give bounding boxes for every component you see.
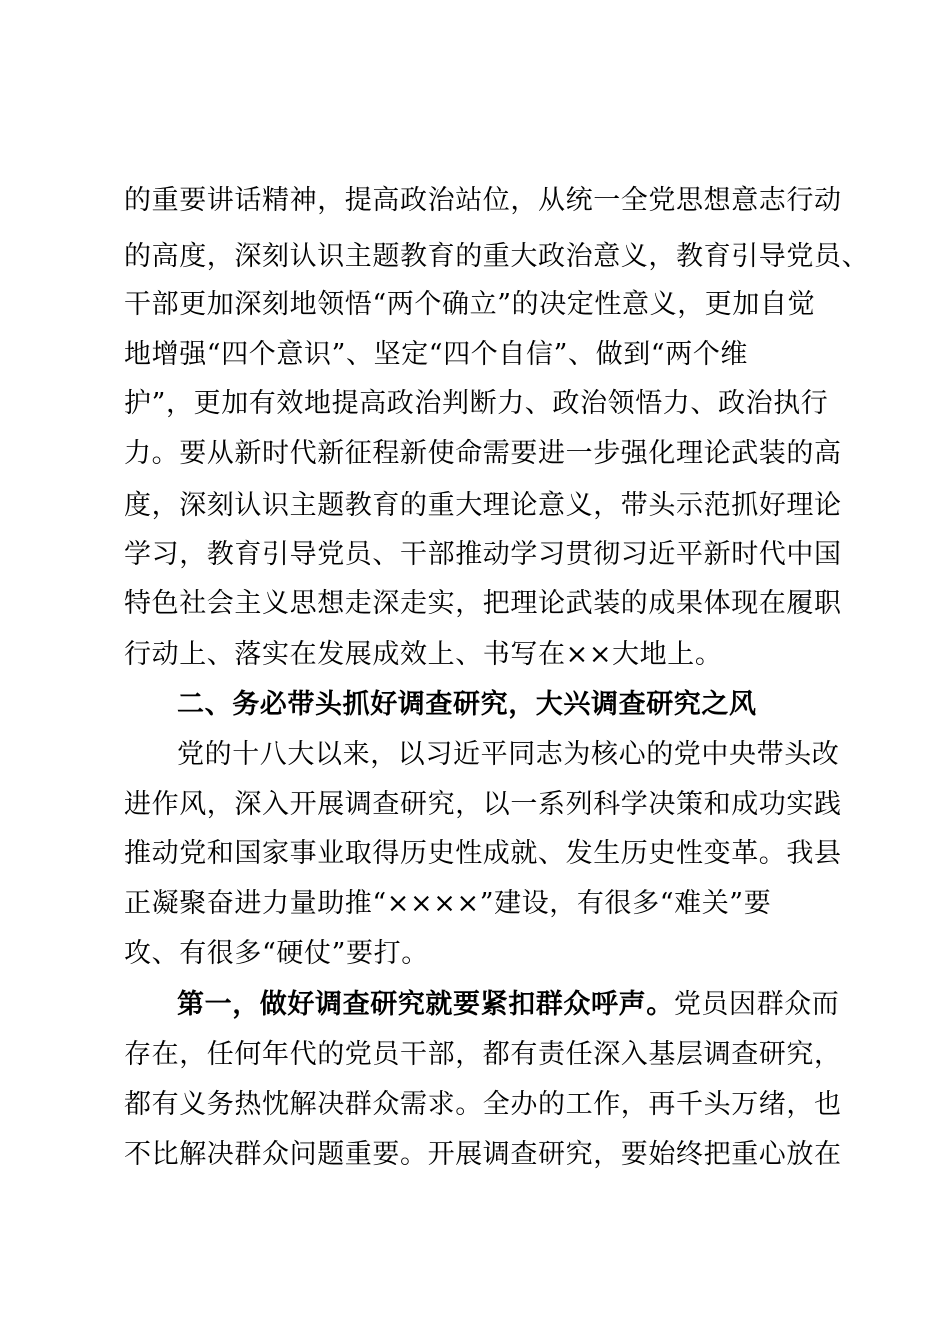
section-paragraph-line: 攻、有很多“硬仗”要打。	[124, 938, 429, 969]
section-paragraph-line: 正凝聚奋进力量助推“××××”建设，有很多“难关”要	[124, 888, 772, 919]
paragraph-line: 干部更加深刻地领悟“两个确立”的决定性意义，更加自觉	[124, 289, 816, 320]
paragraph-line: 力。要从新时代新征程新使命需要进一步强化理论武装的高	[124, 438, 842, 469]
section-paragraph-line: 党的十八大以来，以习近平同志为核心的党中央带头改	[177, 739, 840, 770]
point-one-first-line	[177, 990, 839, 1020]
paragraph-line: 的高度，深刻认识主题教育的重大政治意义，教育引导党员、	[124, 241, 870, 272]
paragraph-line: 护”，更加有效地提高政治判断力、政治领悟力、政治执行	[124, 388, 829, 419]
section-paragraph-line: 进作风，深入开展调查研究，以一系列科学决策和成功实践	[124, 789, 842, 820]
point-one-lead: 第一，做好调查研究就要紧扣群众呼声。	[177, 989, 674, 1020]
paragraph-line: 特色社会主义思想走深走实，把理论武装的成果体现在履职	[124, 588, 842, 619]
paragraph-line: 度，深刻认识主题教育的重大理论意义，带头示范抓好理论	[124, 490, 842, 521]
point-one-line: 存在，任何年代的党员干部，都有责任深入基层调查研究，	[124, 1039, 842, 1070]
point-one-line: 不比解决群众问题重要。开展调查研究，要始终把重心放在	[124, 1139, 842, 1170]
paragraph-line: 行动上、落实在发展成效上、书写在××大地上。	[124, 639, 723, 670]
section-paragraph-line: 推动党和国家事业取得历史性成就、发生历史性变革。我县	[124, 838, 842, 869]
paragraph-line: 地增强“四个意识”、坚定“四个自信”、做到“两个维	[124, 339, 749, 370]
point-one-rest: 党员因群众而	[673, 989, 840, 1020]
point-one-line: 都有义务热忱解决群众需求。全办的工作，再千头万绪，也	[124, 1089, 842, 1120]
paragraph-line: 的重要讲话精神，提高政治站位，从统一全党思想意志行动	[124, 185, 842, 216]
section-heading: 二、务必带头抓好调查研究，大兴调查研究之风	[177, 689, 757, 720]
paragraph-line: 学习，教育引导党员、干部推动学习贯彻习近平新时代中国	[124, 539, 842, 570]
